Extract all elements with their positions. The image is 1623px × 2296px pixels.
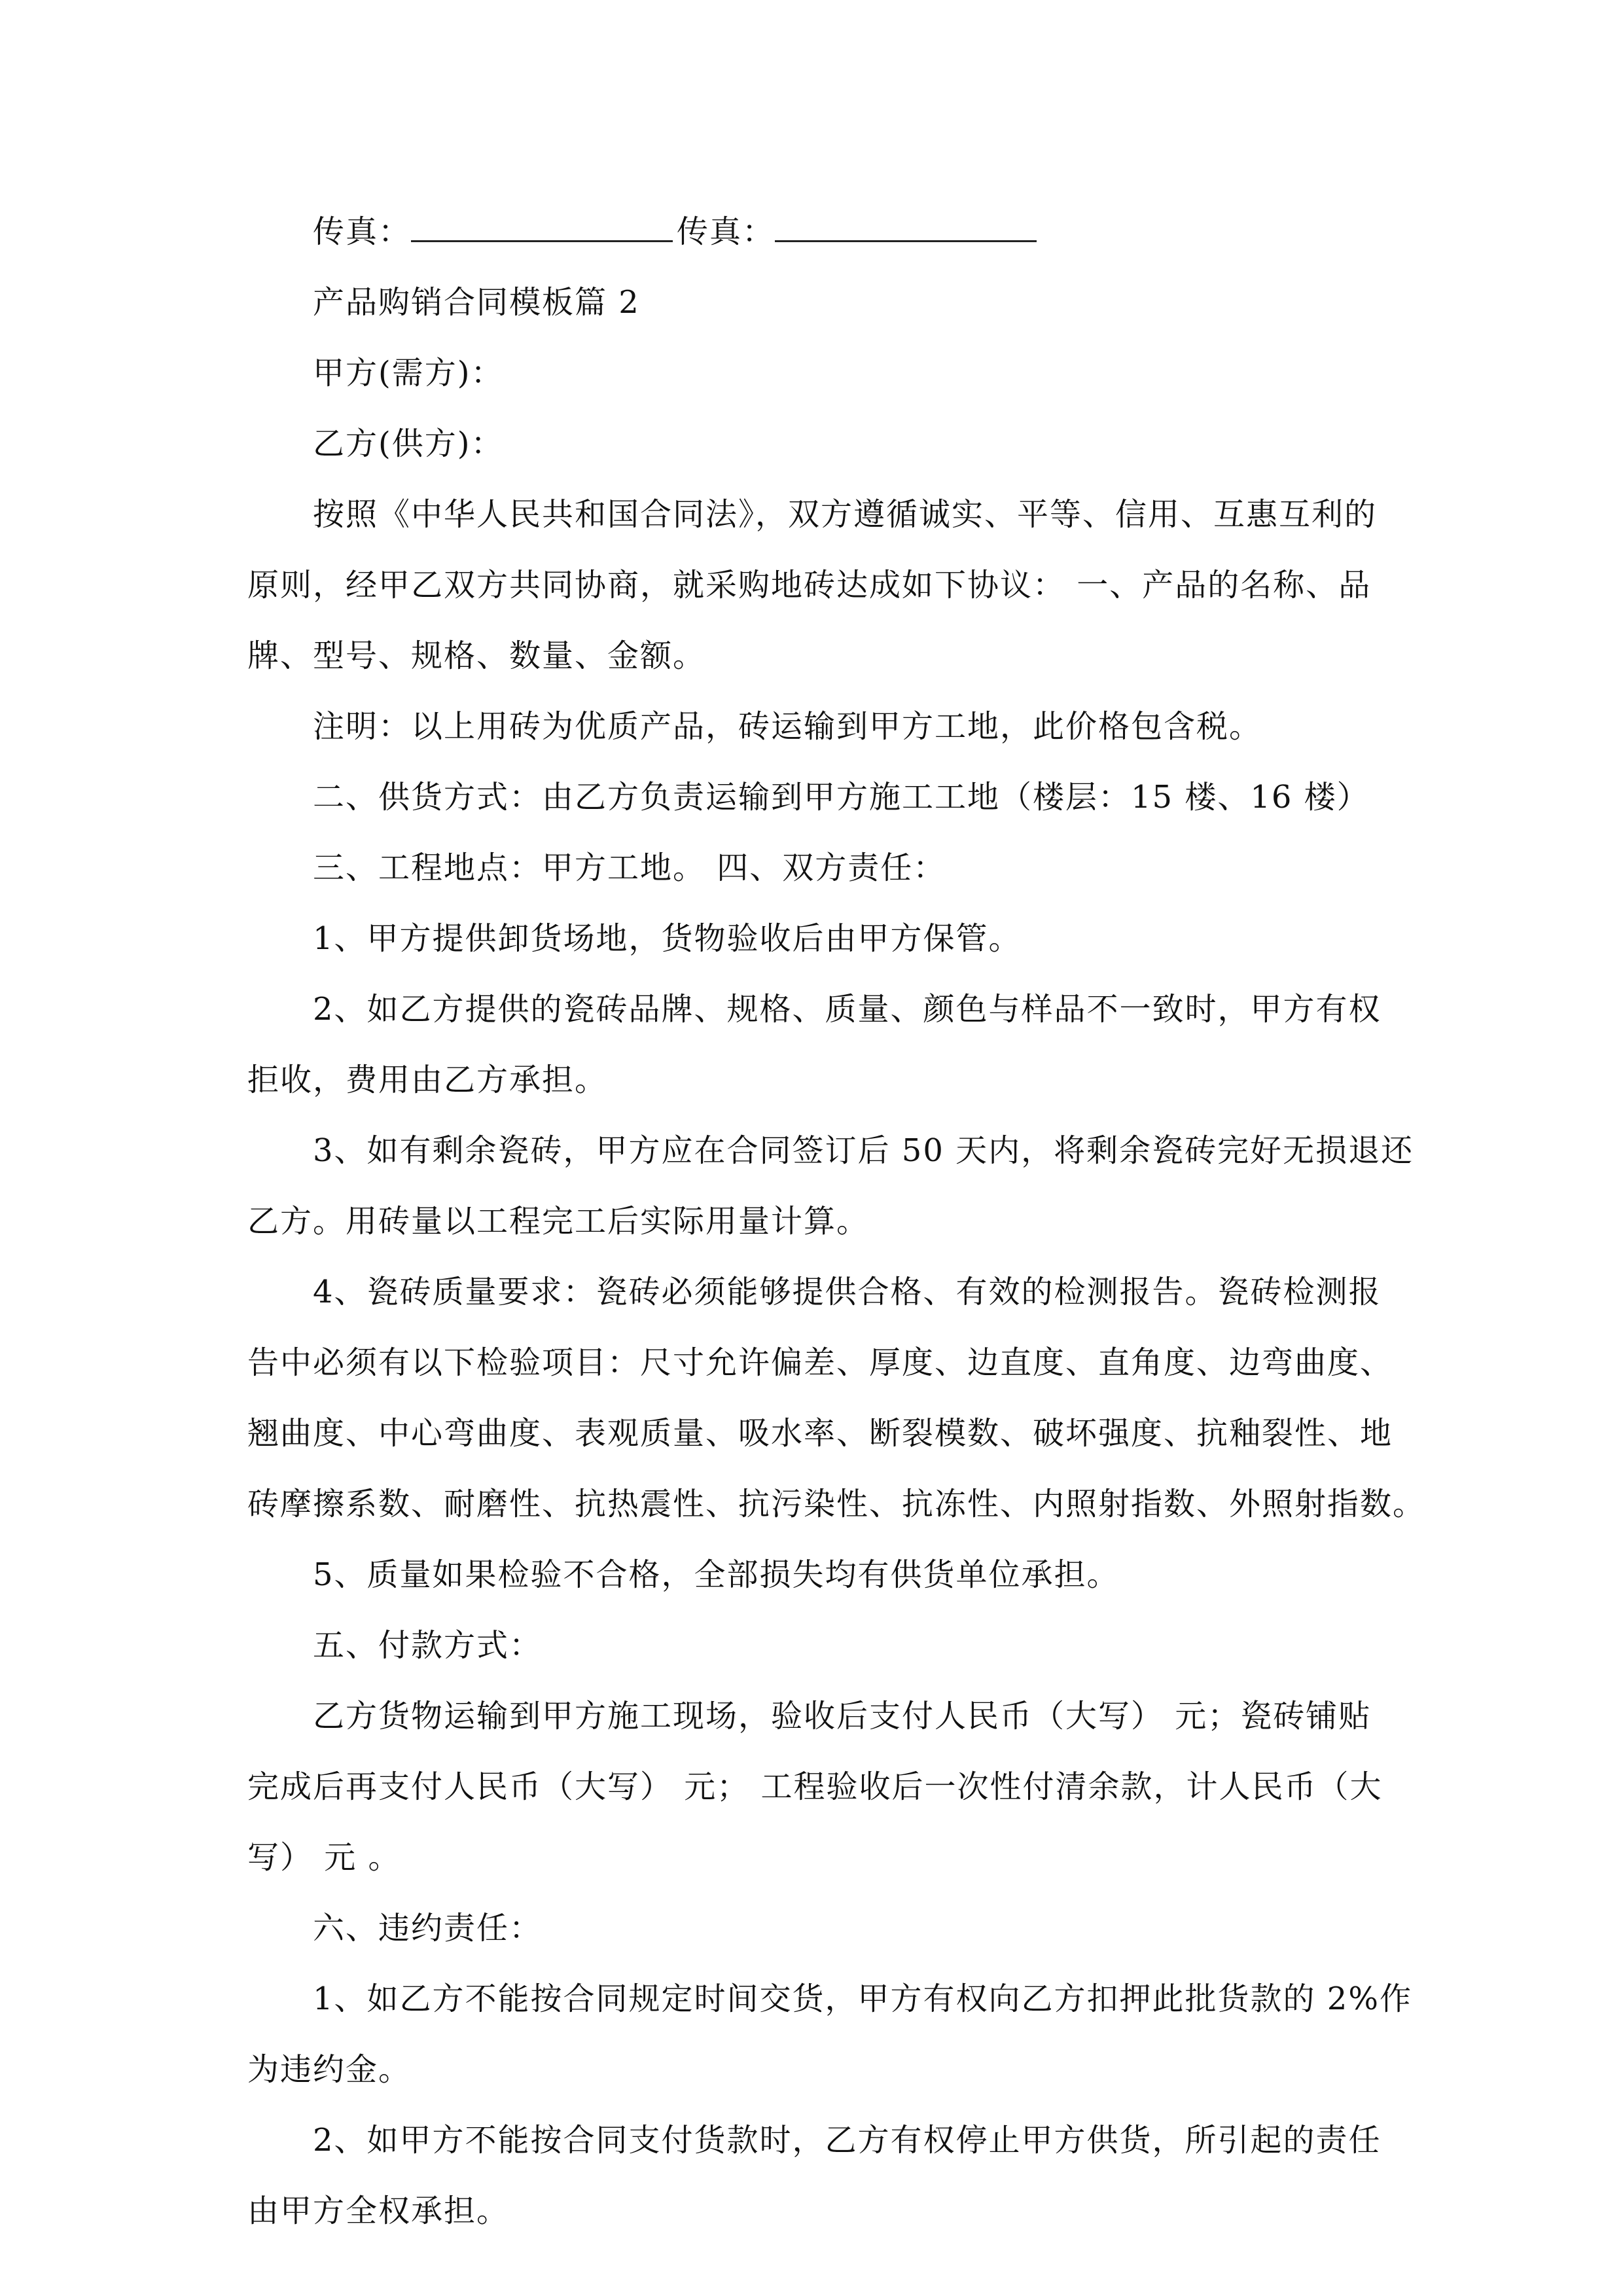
body-line: 五、付款方式： bbox=[313, 1627, 543, 1664]
body-line: 告中必须有以下检验项目：尺寸允许偏差、厚度、边直度、直角度、边弯曲度、 bbox=[247, 1344, 1393, 1381]
party-a-line: 甲方(需方)： bbox=[313, 355, 504, 391]
body-line: 2、如甲方不能按合同支付货款时，乙方有权停止甲方供货，所引起的责任 bbox=[313, 2122, 1382, 2159]
body-line: 5、质量如果检验不合格，全部损失均有供货单位承担。 bbox=[313, 1556, 1120, 1593]
body-line: 1、如乙方不能按合同规定时间交货，甲方有权向乙方扣押此批货款的 2%作 bbox=[313, 1981, 1412, 2017]
body-line: 注明：以上用砖为优质产品，砖运输到甲方工地，此价格包含税。 bbox=[313, 708, 1262, 745]
document-title: 产品购销合同模板篇 2 bbox=[313, 284, 640, 321]
party-b-line: 乙方(供方)： bbox=[313, 425, 504, 462]
body-line: 翘曲度、中心弯曲度、表观质量、吸水率、断裂模数、破坏强度、抗釉裂性、地 bbox=[247, 1415, 1393, 1452]
fax-label-1: 传真： bbox=[313, 213, 412, 250]
body-line: 砖摩擦系数、耐磨性、抗热震性、抗污染性、抗冻性、内照射指数、外照射指数。 bbox=[247, 1486, 1426, 1522]
fax-label-2: 传真： bbox=[677, 213, 776, 250]
body-line: 牌、型号、规格、数量、金额。 bbox=[247, 637, 706, 674]
body-line: 原则，经甲乙双方共同协商，就采购地砖达成如下协议： 一、产品的名称、品 bbox=[247, 567, 1372, 603]
body-line: 完成后再支付人民币（大写） 元； 工程验收后一次性付清余款，计人民币（大 bbox=[247, 1768, 1383, 1805]
fax-line bbox=[247, 196, 1393, 267]
body-line: 由甲方全权承担。 bbox=[247, 2193, 510, 2229]
body-line: 按照《中华人民共和国合同法》，双方遵循诚实、平等、信用、互惠互利的 bbox=[313, 496, 1378, 533]
body-line: 写） 元 。 bbox=[247, 1839, 401, 1876]
body-line: 乙方货物运输到甲方施工现场，验收后支付人民币（大写） 元；瓷砖铺贴 bbox=[313, 1698, 1372, 1734]
body-line: 1、甲方提供卸货场地，货物验收后由甲方保管。 bbox=[313, 920, 1022, 957]
fax-blank-1 bbox=[411, 205, 673, 242]
fax-blank-2 bbox=[775, 205, 1037, 242]
body-line: 二、供货方式：由乙方负责运输到甲方施工工地（楼层：15 楼、16 楼） bbox=[313, 779, 1370, 816]
body-line: 3、如有剩余瓷砖，甲方应在合同签订后 50 天内，将剩余瓷砖完好无损退还 bbox=[313, 1132, 1414, 1169]
body-line: 三、工程地点：甲方工地。 四、双方责任： bbox=[313, 850, 946, 886]
body-line: 为违约金。 bbox=[247, 2051, 412, 2088]
body-line: 2、如乙方提供的瓷砖品牌、规格、质量、颜色与样品不一致时，甲方有权 bbox=[313, 991, 1382, 1028]
body-line: 乙方。用砖量以工程完工后实际用量计算。 bbox=[247, 1203, 870, 1240]
body-line: 拒收，费用由乙方承担。 bbox=[247, 1062, 608, 1098]
body-line: 六、违约责任： bbox=[313, 1910, 543, 1946]
document-body bbox=[247, 196, 1426, 2246]
body-line: 4、瓷砖质量要求：瓷砖必须能够提供合格、有效的检测报告。瓷砖检测报 bbox=[313, 1274, 1382, 1310]
